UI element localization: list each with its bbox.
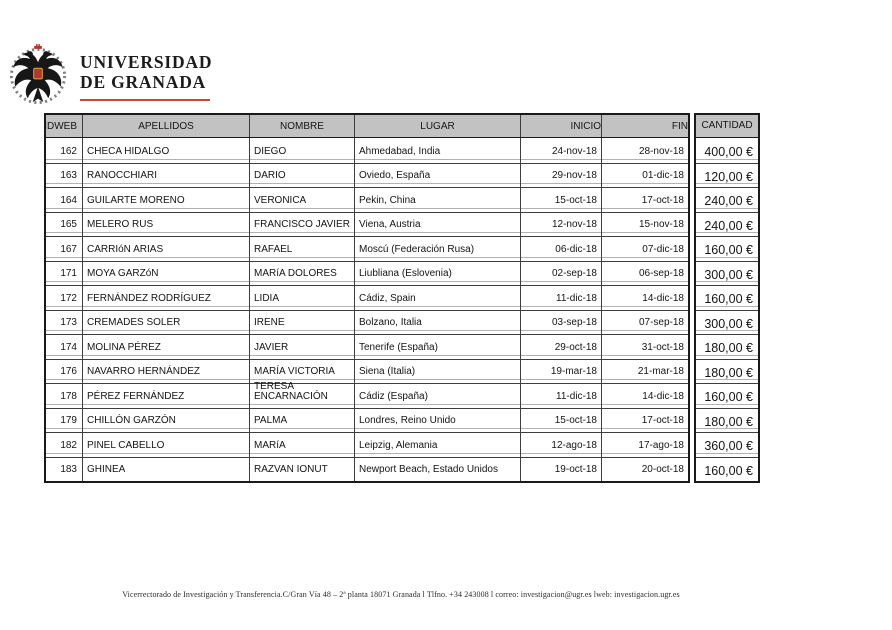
- column-header-cantidad: CANTIDAD: [696, 115, 758, 137]
- table-row-cantidad: [696, 236, 758, 261]
- table-row: [46, 359, 688, 384]
- cell-nombre: RAFAEL: [250, 237, 355, 261]
- cell-lugar: Oviedo, España: [355, 164, 521, 188]
- cell-cantidad: 160,00 €: [696, 237, 758, 261]
- cell-apellidos: NAVARRO HERNÁNDEZ: [83, 360, 250, 384]
- cell-lugar: Moscú (Federación Rusa): [355, 237, 521, 261]
- table-row: [46, 212, 688, 237]
- table-row-cantidad: [696, 261, 758, 286]
- cell-inicio: 11-dic-18: [521, 286, 602, 310]
- cell-idweb: 167: [46, 237, 83, 261]
- cell-idweb: 171: [46, 262, 83, 286]
- table-header-row-cantidad: [696, 115, 758, 138]
- cell-cantidad: 400,00 €: [696, 138, 758, 163]
- cell-nombre: MARíA DOLORES: [250, 262, 355, 286]
- cell-inicio: 29-nov-18: [521, 164, 602, 188]
- table-row: [46, 285, 688, 310]
- cell-nombre: DIEGO: [250, 138, 355, 163]
- cell-fin: 17-ago-18: [602, 433, 688, 457]
- cell-idweb: 183: [46, 458, 83, 482]
- cell-idweb: 182: [46, 433, 83, 457]
- cell-cantidad: 300,00 €: [696, 311, 758, 335]
- table-row: [46, 310, 688, 335]
- grants-table-cantidad: [694, 113, 760, 483]
- table-row-cantidad: [696, 163, 758, 188]
- cell-lugar: Cádiz, Spain: [355, 286, 521, 310]
- cell-fin: 17-oct-18: [602, 409, 688, 433]
- cell-idweb: 164: [46, 188, 83, 212]
- cell-nombre: MARÍA VICTORIA: [250, 360, 355, 384]
- cell-nombre: MARíA: [250, 433, 355, 457]
- cell-idweb: 172: [46, 286, 83, 310]
- cell-inicio: 29-oct-18: [521, 335, 602, 359]
- cell-nombre: LIDIA: [250, 286, 355, 310]
- cell-apellidos: CARRIóN ARIAS: [83, 237, 250, 261]
- cell-cantidad: 300,00 €: [696, 262, 758, 286]
- cell-nombre: VERONICA: [250, 188, 355, 212]
- table-row-cantidad: [696, 212, 758, 237]
- cell-idweb: 174: [46, 335, 83, 359]
- cell-cantidad: 240,00 €: [696, 188, 758, 212]
- table-row-cantidad: [696, 334, 758, 359]
- cell-inicio: 06-dic-18: [521, 237, 602, 261]
- table-row: [46, 163, 688, 188]
- column-header-nombre: NOMBRE: [250, 115, 355, 137]
- table-row: [46, 334, 688, 359]
- table-row: [46, 138, 688, 163]
- cell-fin: 28-nov-18: [602, 138, 688, 163]
- page-footer: [44, 590, 758, 599]
- cell-fin: 21-mar-18: [602, 360, 688, 384]
- cell-cantidad: 120,00 €: [696, 164, 758, 188]
- cell-inicio: 15-oct-18: [521, 409, 602, 433]
- table-row: [46, 236, 688, 261]
- cell-nombre: PALMA: [250, 409, 355, 433]
- cell-apellidos: CREMADES SOLER: [83, 311, 250, 335]
- table-row-cantidad: [696, 310, 758, 335]
- cell-apellidos: CHILLÓN GARZÓN: [83, 409, 250, 433]
- table-row: [46, 408, 688, 433]
- cell-fin: 15-nov-18: [602, 213, 688, 237]
- table-row-cantidad: [696, 408, 758, 433]
- cell-idweb: 178: [46, 384, 83, 408]
- column-header-apellidos: APELLIDOS: [83, 115, 250, 137]
- table-row: [46, 457, 688, 482]
- table-row-cantidad: [696, 285, 758, 310]
- university-wordmark: [80, 53, 212, 92]
- column-header-fin: FIN: [602, 115, 688, 137]
- cell-lugar: Siena (Italia): [355, 360, 521, 384]
- table-header-row: [46, 115, 688, 138]
- cell-apellidos: PINEL CABELLO: [83, 433, 250, 457]
- cell-fin: 07-sep-18: [602, 311, 688, 335]
- cell-lugar: Newport Beach, Estado Unidos: [355, 458, 521, 482]
- cell-lugar: Leipzig, Alemania: [355, 433, 521, 457]
- cell-inicio: 11-dic-18: [521, 384, 602, 408]
- cell-inicio: 12-ago-18: [521, 433, 602, 457]
- cell-idweb: 163: [46, 164, 83, 188]
- table-row: [46, 380, 688, 408]
- cell-apellidos: MOYA GARZóN: [83, 262, 250, 286]
- cell-cantidad: 180,00 €: [696, 409, 758, 433]
- cell-cantidad: 240,00 €: [696, 213, 758, 237]
- cell-fin: 07-dic-18: [602, 237, 688, 261]
- cell-inicio: 24-nov-18: [521, 138, 602, 163]
- cell-apellidos: MOLINA PÉREZ: [83, 335, 250, 359]
- cell-inicio: 15-oct-18: [521, 188, 602, 212]
- cell-inicio: 19-mar-18: [521, 360, 602, 384]
- cell-fin: 01-dic-18: [602, 164, 688, 188]
- table-row-cantidad: [696, 432, 758, 457]
- ugr-eagle-crest-icon: [9, 43, 67, 107]
- cell-fin: 14-dic-18: [602, 384, 688, 408]
- cell-lugar: Londres, Reino Unido: [355, 409, 521, 433]
- cell-fin: 20-oct-18: [641, 464, 684, 475]
- cell-idweb: 165: [46, 213, 83, 237]
- cell-lugar: Ahmedabad, India: [355, 138, 521, 163]
- column-header-lugar: LUGAR: [355, 115, 521, 137]
- cell-apellidos: CHECA HIDALGO: [83, 138, 250, 163]
- grants-table: [44, 113, 760, 483]
- column-header-inicio: INICIO: [521, 115, 602, 137]
- table-row-cantidad: [696, 187, 758, 212]
- cell-nombre: JAVIER: [250, 335, 355, 359]
- table-row-cantidad: [696, 457, 758, 482]
- cell-nombre: RAZVAN IONUT: [250, 458, 355, 482]
- cell-fin: 31-oct-18: [602, 335, 688, 359]
- cell-apellidos: PÉREZ FERNÁNDEZ: [83, 384, 250, 408]
- cell-idweb: 176: [46, 360, 83, 384]
- cell-inicio: 02-sep-18: [521, 262, 602, 286]
- cell-lugar: Pekin, China: [355, 188, 521, 212]
- cell-lugar: Liubliana (Eslovenia): [355, 262, 521, 286]
- cell-cantidad: 160,00 €: [704, 463, 753, 478]
- cell-apellidos: FERNÁNDEZ RODRÍGUEZ: [83, 286, 250, 310]
- cell-cantidad: 160,00 €: [696, 384, 758, 408]
- footer-text: Vicerrectorado de Investigación y Transferencia.C/Gran Vía 48 – 2ª planta 18071 Granada l Tlfno. +34 243008 l correo: investigacion@ugr.es lweb: investigacion.ugr.es: [122, 590, 680, 599]
- cell-nombre: IRENE: [250, 311, 355, 335]
- cell-cantidad: 180,00 €: [696, 335, 758, 359]
- cell-nombre: FRANCISCO JAVIER: [250, 213, 355, 237]
- cell-nombre: DARIO: [250, 164, 355, 188]
- cell-idweb: 179: [46, 409, 83, 433]
- cell-apellidos: RANOCCHIARI: [83, 164, 250, 188]
- cell-lugar: Bolzano, Italia: [355, 311, 521, 335]
- cell-idweb: 173: [46, 311, 83, 335]
- cell-inicio: 12-nov-18: [521, 213, 602, 237]
- cell-apellidos: GUILARTE MORENO: [83, 188, 250, 212]
- cell-lugar: Tenerife (España): [355, 335, 521, 359]
- logo-underline: [80, 99, 210, 101]
- table-row-cantidad: [696, 138, 758, 163]
- table-row: [46, 261, 688, 286]
- table-row: [46, 187, 688, 212]
- cell-fin: 14-dic-18: [602, 286, 688, 310]
- cell-inicio: 03-sep-18: [521, 311, 602, 335]
- table-row-cantidad: [696, 359, 758, 384]
- table-row-cantidad: [696, 383, 758, 408]
- cell-cantidad: 160,00 €: [696, 286, 758, 310]
- cell-lugar: Viena, Austria: [355, 213, 521, 237]
- wordmark-line1: UNIVERSIDAD: [80, 52, 213, 72]
- cell-cantidad: 360,00 €: [696, 433, 758, 457]
- cell-apellidos: GHINEA: [83, 458, 250, 482]
- cell-nombre: TERESA ENCARNACIÓN: [250, 384, 355, 408]
- cell-fin: 17-oct-18: [602, 188, 688, 212]
- cell-cantidad: 180,00 €: [696, 360, 758, 384]
- column-header-idweb: IDWEB: [46, 115, 83, 137]
- cell-apellidos: MELERO RUS: [83, 213, 250, 237]
- wordmark-line2: DE GRANADA: [80, 71, 207, 92]
- cell-idweb: 162: [46, 138, 83, 163]
- grants-table-main: [44, 113, 690, 483]
- table-row: [46, 432, 688, 457]
- cell-fin: 06-sep-18: [602, 262, 688, 286]
- cell-lugar: Cádiz (España): [355, 384, 521, 408]
- cell-inicio: 19-oct-18: [521, 458, 602, 482]
